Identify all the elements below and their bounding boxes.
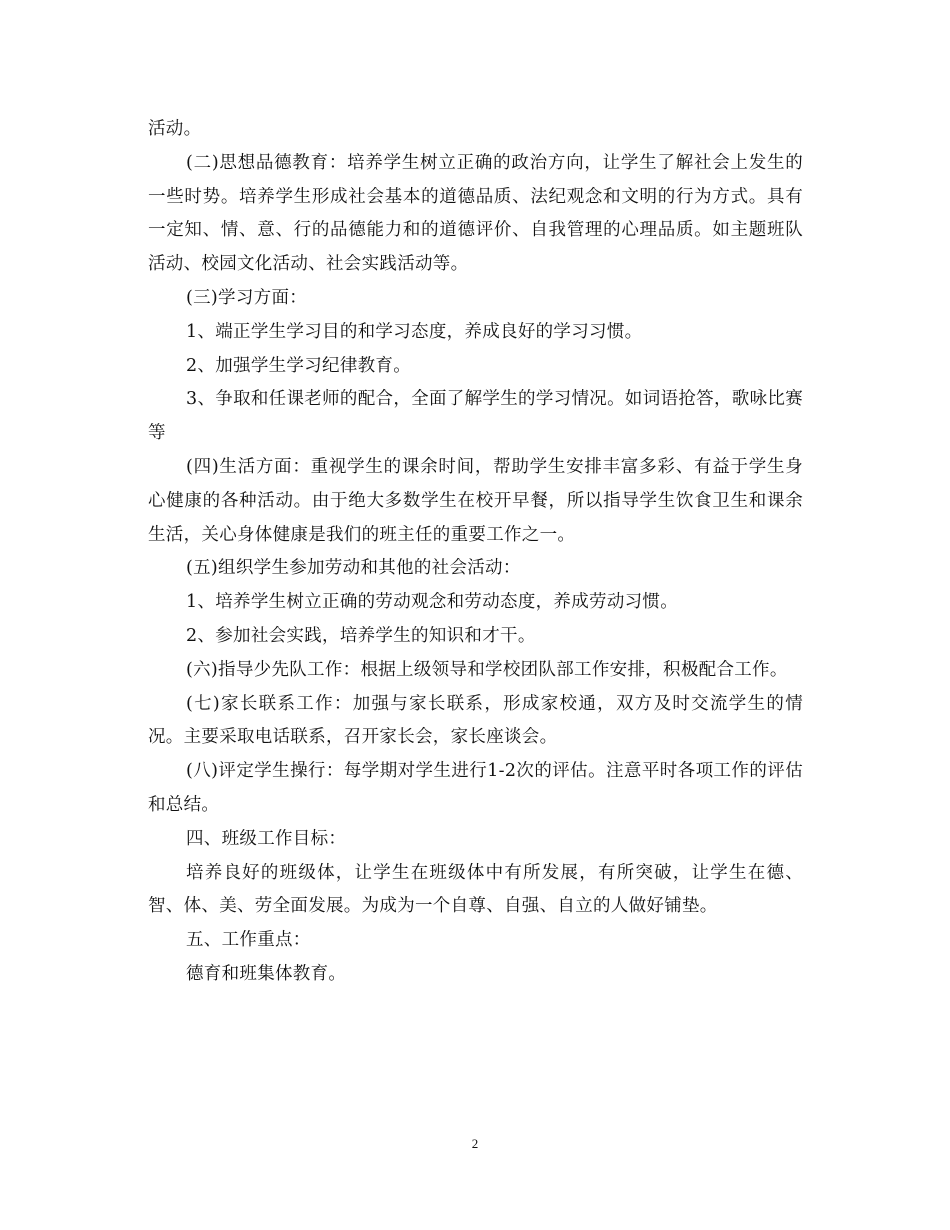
paragraph-11: (六)指导少先队工作：根据上级领导和学校团队部工作安排，积极配合工作。 [186,659,788,680]
paragraph-10: 2、参加社会实践，培养学生的知识和才干。 [186,625,536,646]
paragraph-16: 五、工作重点： [186,930,311,951]
paragraph-9: 1、培养学生树立正确的劳动观念和劳动态度，养成劳动习惯。 [186,592,679,613]
paragraph-17: 德育和班集体教育。 [186,963,347,984]
paragraph-13: (八)评定学生操行：每学期对学生进行1-2次的评估。注意平时各项工作的评估和总结。 [148,761,803,815]
paragraph-8: (五)组织学生参加劳动和其他的社会活动： [186,558,521,579]
page-number: 2 [471,1136,479,1151]
paragraph-3: (三)学习方面： [186,287,308,308]
paragraph-12: (七)家长联系工作：加强与家长联系，形成家校通，双方及时交流学生的情况。主要采取电话联系，召开家长会，家长座谈会。 [148,693,803,748]
paragraph-14: 四、班级工作目标： [186,828,347,849]
document-body [148,113,803,992]
paragraph-2: (二)思想品德教育：培养学生树立正确的政治方向，让学生了解社会上发生的一些时势。培养学生形成社会基本的道德品质、法纪观念和文明的行为方式。具有一定知、情、意、行的品德能力和的道德评价、自我管理的心理品质。如主题班队活动、校园文化活动、社会实践活动等。 [148,152,803,275]
paragraph-6: 3、争取和任课老师的配合，全面了解学生的学习情况。如词语抢答，歌咏比赛等 [148,389,803,444]
paragraph-7: (四)生活方面：重视学生的课余时间，帮助学生安排丰富多彩、有益于学生身心健康的各种活动。由于绝大多数学生在校开早餐，所以指导学生饮食卫生和课余生活，关心身体健康是我们的班主任的重要工作之一。 [148,456,803,545]
paragraph-15: 培养良好的班级体，让学生在班级体中有所发展，有所突破，让学生在德、智、体、美、劳全面发展。为成为一个自尊、自强、自立的人做好铺垫。 [148,862,803,917]
paragraph-1: 活动。 [148,119,202,139]
paragraph-4: 1、端正学生学习目的和学习态度，养成良好的学习习惯。 [186,321,643,342]
paragraph-5: 2、加强学生学习纪律教育。 [186,355,412,376]
